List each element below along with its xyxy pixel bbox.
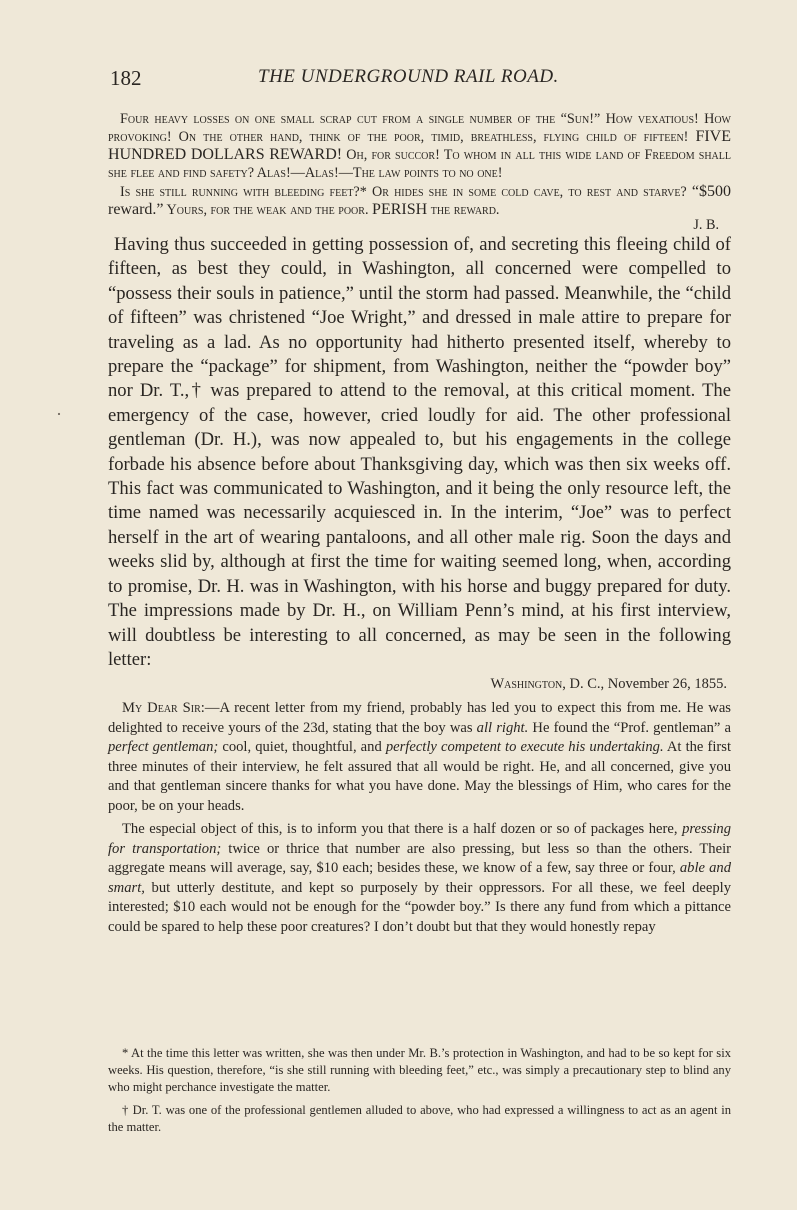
footnotes bbox=[108, 1045, 731, 1142]
footnote-dagger: † Dr. T. was one of the professional gentlemen alluded to above, who had expressed a willingness to act as an agent in the matter. bbox=[108, 1103, 731, 1134]
letter-p2-run-1: pressing for transportation; bbox=[108, 821, 731, 857]
footnote-asterisk: * At the time this letter was written, she was then under Mr. B.’s protection in Washington, and had to be so kept for six weeks. His question, therefore, “is she still running with bleeding feet,” etc., was simply a precautionary step to blind any who might perchance investigate the matter. bbox=[108, 1046, 731, 1094]
quoted-paragraph-2 bbox=[108, 183, 731, 219]
letter-p2-run-2: twice or thrice that number are also pressing, but less so than the others. Their aggregate means will average, say, $10 each; besides these, we know of a few, say three or four, bbox=[108, 840, 732, 877]
letter-p1-run-3: perfect gentleman; bbox=[108, 739, 219, 756]
dateline-date: , D. C., November 26, 1855. bbox=[562, 676, 727, 693]
letter-p2-run-3: able and smart, bbox=[108, 860, 731, 896]
letter-p1-run-6: At the first three minutes of their interview, he felt assured that all would be right. He, and all concerned, give you and that gentleman sincere thanks for what you have done. May the blessings of Him, who cares for the poor, be on your heads. bbox=[108, 739, 731, 814]
letter-paragraph-1 bbox=[108, 699, 731, 816]
letter-body bbox=[108, 699, 731, 937]
p1-run-1: FIVE HUNDRED DOLLARS REWARD! bbox=[108, 128, 731, 163]
letter-paragraph-2 bbox=[108, 820, 731, 937]
p2-run-1: “$500 reward.” bbox=[108, 183, 731, 218]
letter-p2-run-0: The especial object of this, is to inform you that there is a half dozen or so of packages here, bbox=[122, 821, 683, 838]
p2-run-3: PERISH bbox=[372, 201, 428, 218]
page-number: 182 bbox=[110, 66, 142, 90]
body-paragraph: Having thus succeeded in getting possession of, and secreting this fleeing child of fifteen, as best they could, in Washington, all concerned were compelled to “possess their souls in patience,” until the storm had passed. Meanwhile, the “child of fifteen” was christened “Joe Wright,” and dressed in male attire to prepare for traveling as a lad. As no opportunity had hitherto presented itself, whereby to prepare the “package” for shipment, from Washington, neither the “powder boy” nor Dr. T.,† was prepared to attend to the removal, at this critical moment. The emergency of the case, however, cried loudly for aid. The other professional gentleman (Dr. H.), was now appealed to, but his engagements in the college forbade his absence before about Thanksgiving day, which was then six weeks off. This fact was communicated to Washington, and it being the only resource left, the time named was necessarily acquiesced in. In the interim, “Joe” was to perfect herself in the art of wearing pantaloons, and all other male rig. Soon the days and weeks slid by, although at first the time for waiting seemed long, when, according to promise, Dr. H. was in Washington, with his horse and buggy prepared for duty. The impressions made by Dr. H., on William Penn’s mind, at his first interview, will doubtless be interesting to all concerned, as may be seen in the following letter: bbox=[108, 234, 731, 670]
letter-p1-run-5: perfectly competent to execute his undertaking. bbox=[385, 739, 664, 756]
letter-p2-run-4: but utterly destitute, and kept so purposely by their oppressors. For all these, we feel deeply interested; $10 each would not be enough for the “powder boy.” Is there any fund from which a pittance could be spared to help these poor creatures? I don’t doubt but that they would honestly repay bbox=[108, 879, 731, 935]
margin-dot-mark: · bbox=[56, 404, 62, 424]
p1-run-2: Oh, for succor! To whom in all this wide land of Freedom shall she flee and find safety? Alas!—Alas!—The law points to no one! bbox=[108, 147, 731, 181]
p1-run-0: Four heavy losses on one small scrap cut from a single number of the “Sun!” How vexatious! How provoking! On the other hand, think of the poor, timid, breathless, flying child of fifteen! bbox=[108, 111, 731, 145]
letter-dateline bbox=[108, 676, 727, 693]
dateline-place: Washington bbox=[490, 676, 563, 693]
letter-p1-run-4: cool, quiet, thoughtful, and bbox=[218, 739, 386, 756]
p2-run-2: Yours, for the weak and the poor. bbox=[163, 202, 373, 218]
letter-p1-run-0: —A recent letter from my friend, probably has led you to expect this from me. He was delighted to receive yours of the 23d, stating that the boy was bbox=[108, 700, 731, 736]
page-header bbox=[108, 66, 731, 94]
p2-run-0: Is she still running with bleeding feet?* Or hides she in some cold cave, to rest and starve? bbox=[120, 184, 692, 200]
letter-p1-run-2: He found the “Prof. gentleman” a bbox=[528, 719, 732, 736]
letter-salutation: My Dear Sir: bbox=[122, 700, 205, 717]
letter-p1-run-1: all right. bbox=[476, 719, 529, 736]
quoted-paragraph-1 bbox=[108, 110, 731, 182]
quoted-advertisement bbox=[108, 110, 731, 233]
running-head: THE UNDERGROUND RAIL ROAD. bbox=[258, 66, 559, 87]
quoted-signature: J. B. bbox=[693, 217, 719, 233]
p2-run-4: the reward. bbox=[427, 202, 500, 218]
